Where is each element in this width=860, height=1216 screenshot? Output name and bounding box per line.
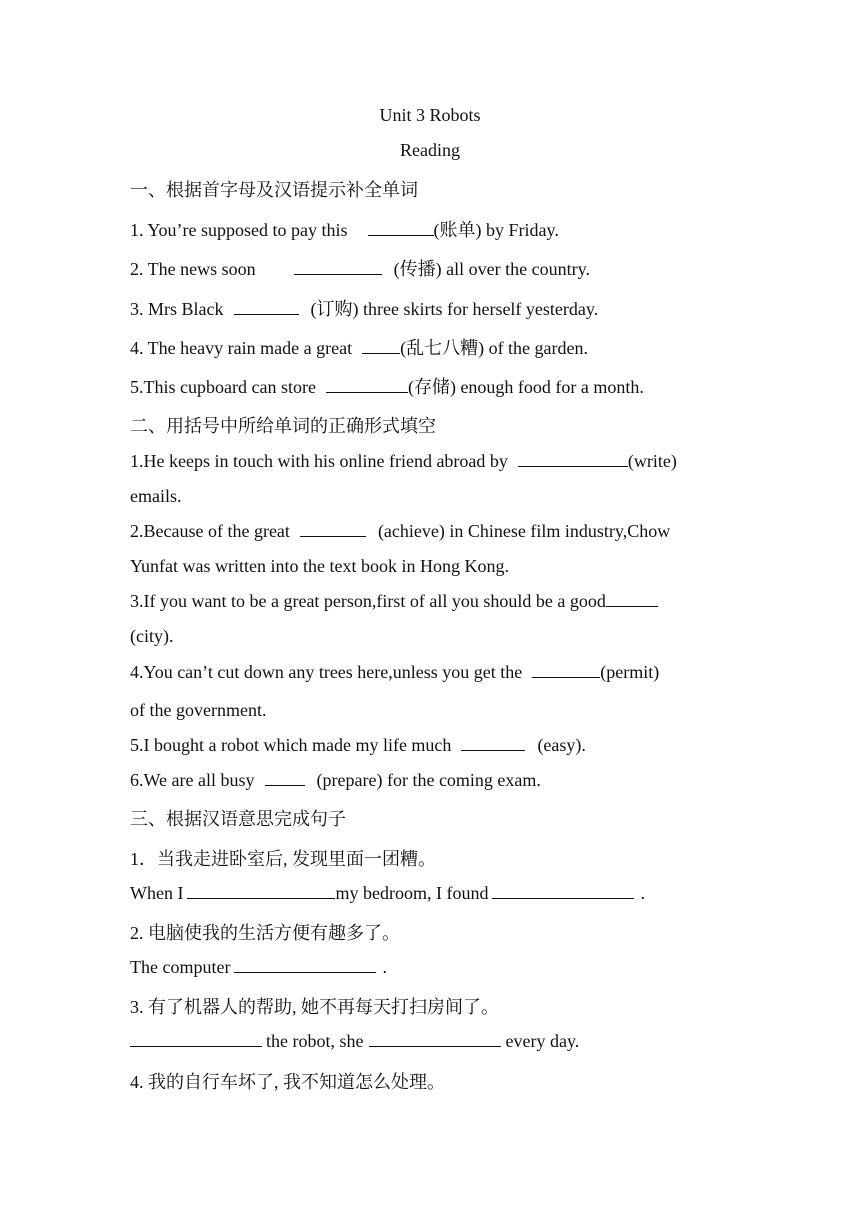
s3-item-2-en: The computer . bbox=[130, 957, 387, 977]
s3-item-3-cn: 3. 有了机器人的帮助, 她不再每天打扫房间了。 bbox=[130, 997, 499, 1017]
answer-blank[interactable] bbox=[265, 771, 305, 786]
s2-item-6: 6.We are all busy (prepare) for the coming exam. bbox=[130, 770, 541, 790]
section-3-heading: 三、根据汉语意思完成句子 bbox=[130, 809, 346, 829]
s2-item-5: 5.I bought a robot which made my life much (easy). bbox=[130, 735, 586, 755]
answer-blank[interactable] bbox=[294, 260, 382, 275]
answer-blank[interactable] bbox=[326, 378, 408, 393]
answer-blank[interactable] bbox=[369, 1032, 501, 1047]
answer-blank[interactable] bbox=[300, 522, 366, 537]
answer-blank[interactable] bbox=[368, 221, 434, 236]
s1-item-1: 1. You’re supposed to pay this (账单) by Friday. bbox=[130, 220, 559, 240]
s3-item-2-cn: 2. 电脑使我的生活方便有趣多了。 bbox=[130, 923, 400, 943]
s3-item-3-en: the robot, she every day. bbox=[130, 1031, 579, 1052]
answer-blank[interactable] bbox=[461, 736, 525, 751]
s3-item-1-en: When I my bedroom, I found . bbox=[130, 883, 645, 903]
s1-item-3: 3. Mrs Black (订购) three skirts for herself yesterday. bbox=[130, 299, 599, 319]
answer-blank[interactable] bbox=[606, 592, 658, 607]
s2-item-3-line1: 3.If you want to be a great person,first of all you should be a good bbox=[130, 591, 658, 612]
s2-item-1-line1: 1.He keeps in touch with his online friend abroad by (write) bbox=[130, 451, 677, 471]
s3-item-4-cn: 4. 我的自行车坏了, 我不知道怎么处理。 bbox=[130, 1072, 445, 1092]
s2-item-1-line2: emails. bbox=[130, 486, 182, 506]
answer-blank[interactable] bbox=[362, 339, 400, 354]
page-subtitle: Reading bbox=[400, 140, 460, 160]
s1-item-2: 2. The news soon (传播) all over the country. bbox=[130, 259, 590, 279]
page-title: Unit 3 Robots bbox=[379, 105, 481, 125]
s3-item-1-cn: 1．当我走进卧室后, 发现里面一团糟。 bbox=[130, 849, 436, 869]
answer-blank[interactable] bbox=[518, 452, 628, 467]
answer-blank[interactable] bbox=[532, 663, 600, 678]
section-2-heading: 二、用括号中所给单词的正确形式填空 bbox=[130, 416, 436, 436]
s1-item-4: 4. The heavy rain made a great (乱七八糟) of the garden. bbox=[130, 338, 589, 358]
s2-item-4-line1: 4.You can’t cut down any trees here,unless you get the (permit) bbox=[130, 662, 660, 682]
answer-blank[interactable] bbox=[187, 884, 335, 899]
answer-blank[interactable] bbox=[130, 1032, 262, 1047]
answer-blank[interactable] bbox=[234, 958, 376, 973]
answer-blank[interactable] bbox=[234, 300, 299, 315]
answer-blank[interactable] bbox=[492, 884, 634, 899]
s2-item-4-line2: of the government. bbox=[130, 700, 267, 720]
s2-item-3-line2: (city). bbox=[130, 626, 174, 646]
s2-item-2-line2: Yunfat was written into the text book in Hong Kong. bbox=[130, 556, 509, 576]
section-1-heading: 一、根据首字母及汉语提示补全单词 bbox=[130, 180, 418, 200]
s1-item-5: 5.This cupboard can store (存储) enough food for a month. bbox=[130, 377, 644, 397]
s2-item-2-line1: 2.Because of the great (achieve) in Chinese film industry,Chow bbox=[130, 521, 671, 541]
